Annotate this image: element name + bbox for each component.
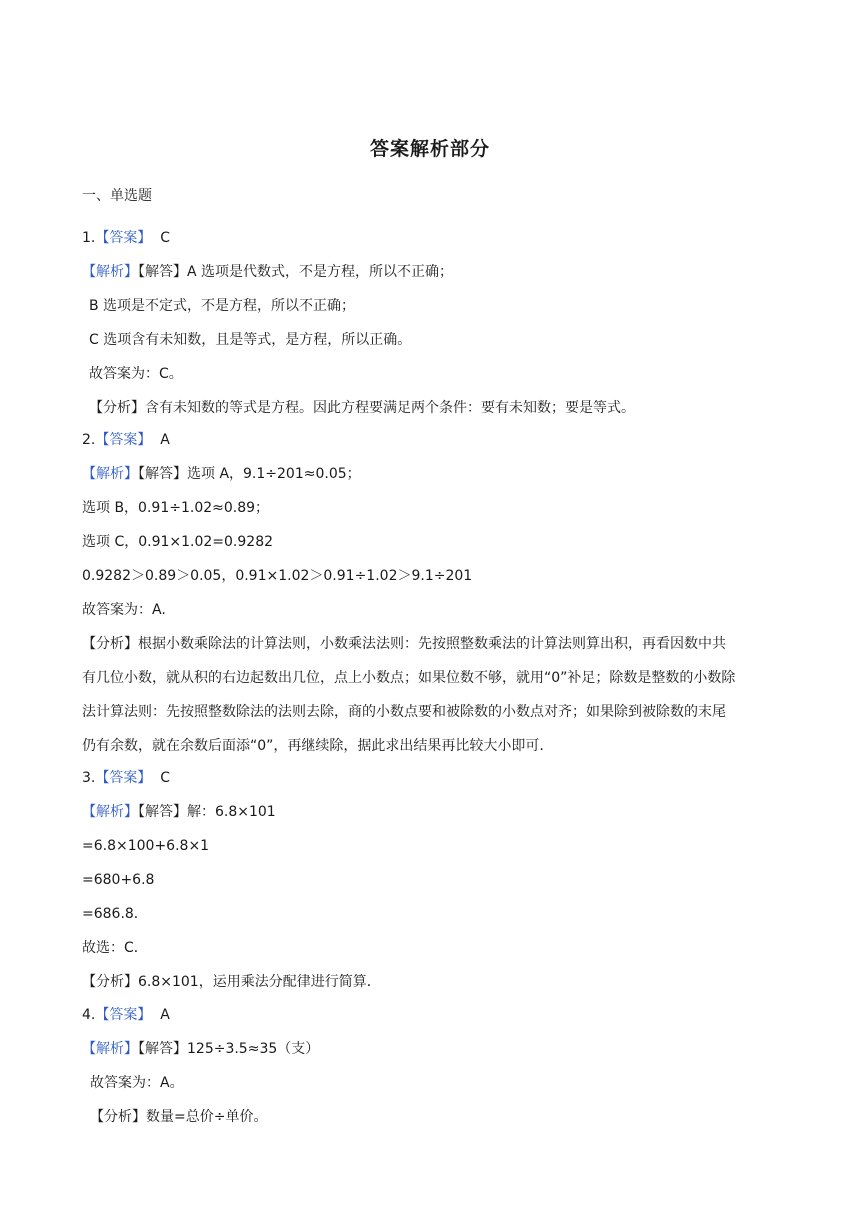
analysis-line: 【分析】根据小数乘除法的计算法则，小数乘法法则：先按照整数乘法的计算法则算出积，再看因数中共 bbox=[82, 636, 726, 652]
question-number: 2. bbox=[82, 432, 96, 448]
question-3-answer-line bbox=[82, 768, 800, 788]
solution-text: 【解答】选项 A，9.1÷201≈0.05； bbox=[138, 466, 361, 482]
question-4-solution-line bbox=[82, 1039, 800, 1059]
analysis-line: 【分析】含有未知数的等式是方程。因此方程要满足两个条件：要有未知数；要是等式。 bbox=[89, 400, 635, 416]
solution-line: =680+6.8 bbox=[82, 872, 155, 888]
solution-line: =6.8×100+6.8×1 bbox=[82, 838, 210, 854]
question-1-solution-line bbox=[82, 262, 800, 282]
analysis-line: 【分析】数量=总价÷单价。 bbox=[90, 1109, 268, 1125]
solution-text: 【解答】125÷3.5≈35（支） bbox=[138, 1041, 320, 1057]
solution-line: 故答案为：A. bbox=[82, 602, 166, 618]
answer-value: C bbox=[160, 770, 171, 786]
analysis-tag: 【解析】 bbox=[82, 804, 138, 820]
solution-line: B 选项是不定式，不是方程，所以不正确； bbox=[89, 298, 356, 314]
question-2-solution-line bbox=[82, 464, 800, 484]
answer-value: A bbox=[160, 432, 170, 448]
analysis-line: 仍有余数，就在余数后面添“0”，再继续除，据此求出结果再比较大小即可. bbox=[82, 738, 544, 754]
answer-value: A bbox=[160, 1007, 170, 1023]
solution-line: 选项 C，0.91×1.02=0.9282 bbox=[82, 534, 274, 550]
solution-line: 0.9282＞0.89＞0.05，0.91×1.02＞0.91÷1.02＞9.1÷201 bbox=[82, 568, 473, 584]
analysis-line: 法计算法则：先按照整数除法的法则去除，商的小数点要和被除数的小数点对齐；如果除到被除数的末尾 bbox=[82, 704, 726, 720]
section-heading: 一、单选题 bbox=[82, 188, 152, 204]
answer-tag: 【答案】 bbox=[95, 1007, 152, 1023]
question-1-answer-line bbox=[82, 228, 800, 248]
analysis-tag: 【解析】 bbox=[82, 1041, 138, 1057]
question-number: 4. bbox=[82, 1007, 96, 1023]
question-3-solution-line bbox=[82, 802, 800, 822]
solution-line: 选项 B，0.91÷1.02≈0.89； bbox=[82, 500, 270, 516]
solution-line: 故答案为：C。 bbox=[89, 366, 183, 382]
question-number: 1. bbox=[82, 230, 96, 246]
answer-value: C bbox=[160, 230, 171, 246]
solution-text: 【解答】A 选项是代数式，不是方程，所以不正确； bbox=[138, 264, 454, 280]
answer-tag: 【答案】 bbox=[95, 230, 152, 246]
analysis-line: 有几位小数，就从积的右边起数出几位，点上小数点；如果位数不够，就用“0”补足；除数是整数的小数除 bbox=[82, 670, 736, 686]
solution-line: 故答案为：A。 bbox=[90, 1075, 184, 1091]
answer-tag: 【答案】 bbox=[95, 770, 152, 786]
question-2-answer-line bbox=[82, 430, 800, 450]
analysis-line: 【分析】6.8×101，运用乘法分配律进行简算． bbox=[82, 974, 381, 990]
answer-tag: 【答案】 bbox=[95, 432, 152, 448]
solution-text: 【解答】解：6.8×101 bbox=[138, 804, 276, 820]
question-4-answer-line bbox=[82, 1005, 800, 1025]
analysis-tag: 【解析】 bbox=[82, 466, 138, 482]
page-title: 答案解析部分 bbox=[369, 138, 490, 160]
analysis-tag: 【解析】 bbox=[82, 264, 138, 280]
question-number: 3. bbox=[82, 770, 96, 786]
solution-line: =686.8． bbox=[82, 906, 148, 922]
solution-line: C 选项含有未知数，且是等式，是方程，所以正确。 bbox=[89, 332, 412, 348]
solution-line: 故选：C． bbox=[82, 940, 148, 956]
